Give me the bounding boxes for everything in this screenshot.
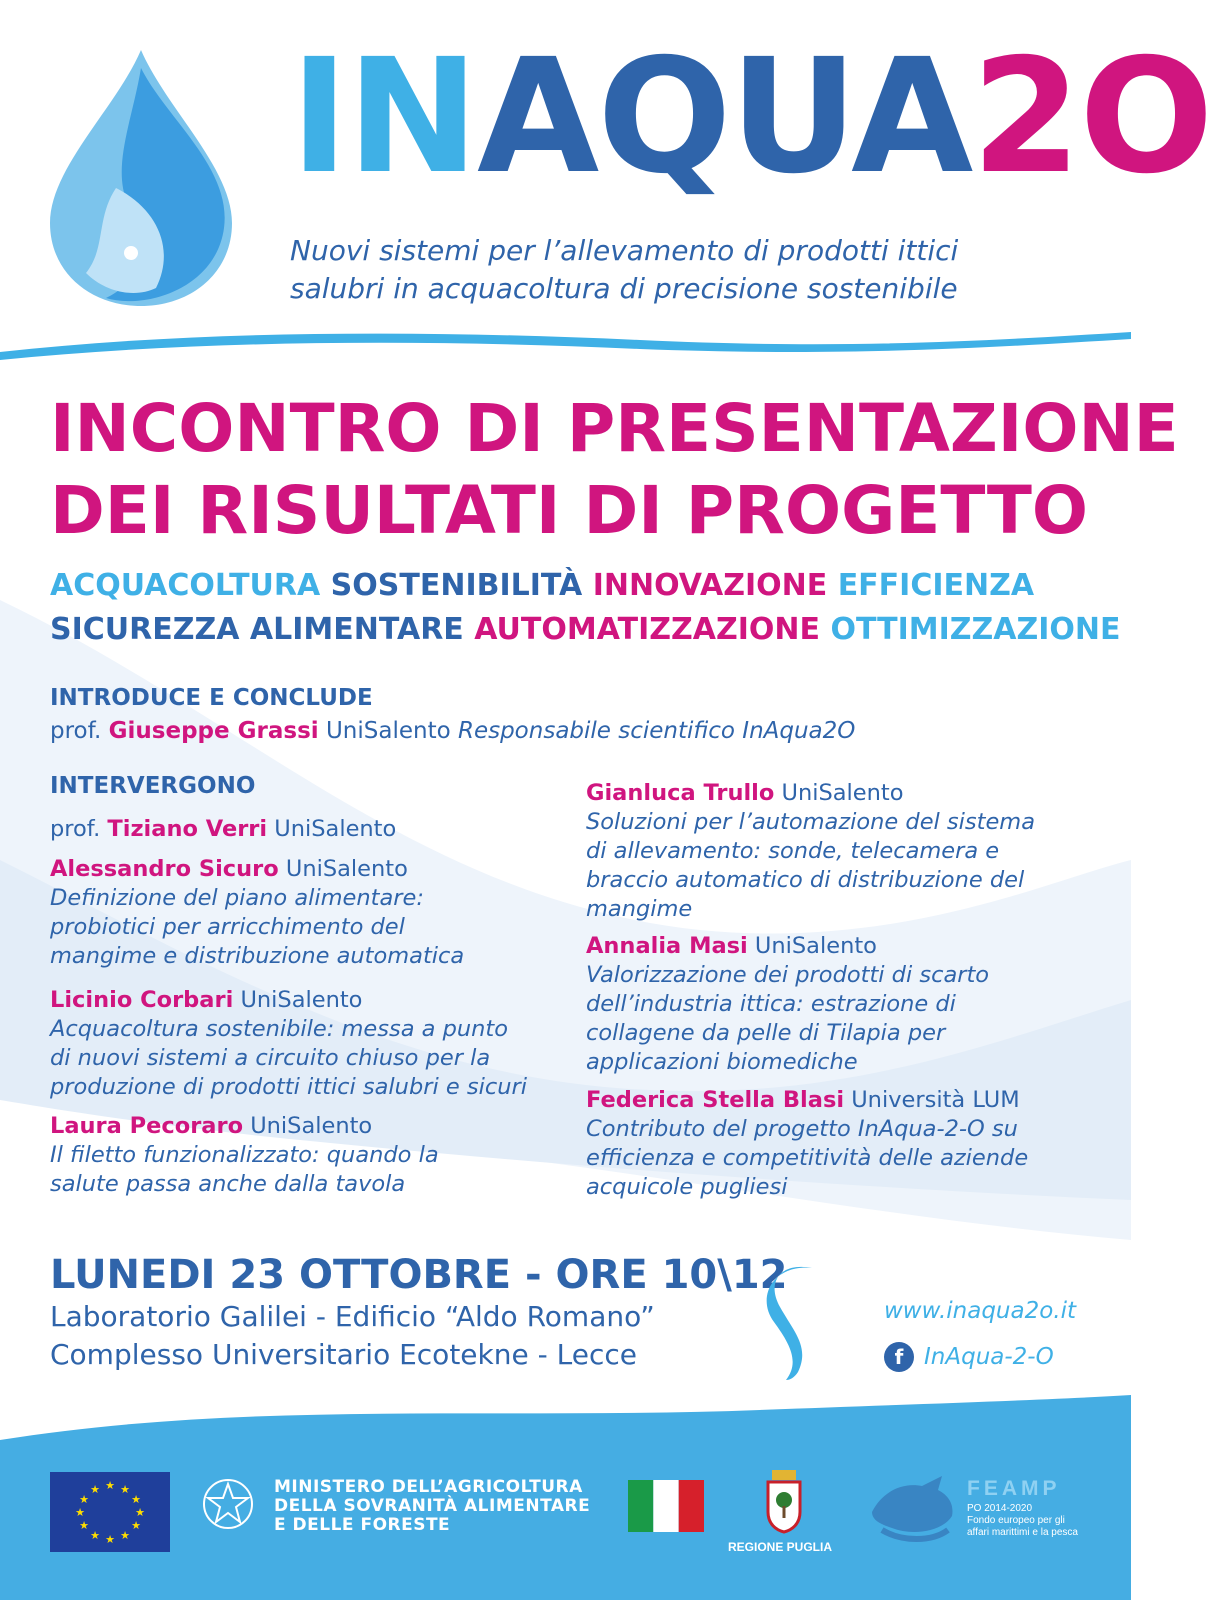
republic-emblem-icon	[200, 1476, 256, 1536]
venue-line: Laboratorio Galilei - Edificio “Aldo Romano”	[50, 1300, 655, 1333]
talk-line: Valorizzazione dei prodotti di scarto	[586, 962, 990, 988]
website-link[interactable]: www.inaqua2o.it	[884, 1298, 1077, 1324]
keyword: EFFICIENZA	[837, 568, 1035, 603]
svg-text:★: ★	[75, 1506, 85, 1519]
water-drop-fish-icon	[46, 48, 236, 310]
italy-flag-icon	[628, 1480, 704, 1532]
speaker-entry	[586, 779, 1035, 924]
speaker-affiliation: UniSalento	[274, 816, 397, 842]
speaker-entry	[50, 815, 396, 844]
keyword: SICUREZZA ALIMENTARE	[50, 612, 464, 647]
event-title	[50, 388, 1179, 552]
speaker-name: Licinio Corbari	[50, 987, 234, 1013]
speaker-entry	[50, 986, 527, 1102]
keyword-list	[50, 564, 1121, 652]
svg-text:★: ★	[120, 1483, 130, 1496]
talk-line: applicazioni biomediche	[586, 1049, 858, 1075]
feamp-hand-fish-icon	[862, 1472, 958, 1552]
talk-line: salute passa anche dalla tavola	[50, 1171, 406, 1197]
speaker-affiliation: Università LUM	[851, 1087, 1020, 1113]
event-venue	[50, 1298, 655, 1374]
svg-text:★: ★	[90, 1483, 100, 1496]
talk-line: di nuovi sistemi a circuito chiuso per la	[50, 1045, 491, 1071]
svg-text:★: ★	[105, 1533, 115, 1546]
ministry-line: DELLA SOVRANITÀ ALIMENTARE	[274, 1496, 591, 1516]
talk-line: acquicole pugliesi	[586, 1174, 788, 1200]
puglia-coat-of-arms-icon	[764, 1468, 804, 1534]
talk-line: mangime e distribuzione automatica	[50, 943, 465, 969]
feamp-title: FEAMP	[967, 1477, 1061, 1500]
event-date: LUNEDI 23 OTTOBRE - ORE 10\12	[50, 1252, 788, 1298]
talk-line: Definizione del piano alimentare:	[50, 885, 424, 911]
region-name: REGIONE PUGLIA	[728, 1540, 833, 1554]
svg-text:★: ★	[79, 1493, 89, 1506]
speaker-affiliation: UniSalento	[250, 1113, 373, 1139]
talk-line: collagene da pelle di Tilapia per	[586, 1020, 946, 1046]
talk-line: Contributo del progetto InAqua-2-O su	[586, 1116, 1018, 1142]
ministry-name	[274, 1478, 590, 1535]
title-line: DEI RISULTATI DI PROGETTO	[50, 472, 1088, 549]
intro-heading: INTRODUCE E CONCLUDE	[50, 685, 373, 711]
talk-line: di allevamento: sonde, telecamera e	[586, 838, 1000, 864]
venue-line: Complesso Universitario Ecotekne - Lecce	[50, 1338, 637, 1371]
keyword: SOSTENIBILITÀ	[330, 568, 583, 603]
feamp-description	[967, 1503, 1078, 1539]
speaker-role: Responsabile scientifico InAqua2O	[457, 718, 856, 744]
speaker-entry	[50, 855, 464, 971]
speaker-name: Annalia Masi	[586, 933, 748, 959]
speaker-affiliation: UniSalento	[325, 718, 451, 744]
svg-text:★: ★	[120, 1529, 130, 1542]
svg-text:★: ★	[105, 1479, 115, 1492]
speaker-entry	[50, 1112, 439, 1199]
speaker-entry	[586, 1086, 1028, 1202]
facebook-handle: InAqua-2-O	[924, 1344, 1054, 1370]
talk-line: mangime	[586, 896, 693, 922]
talk-line: produzione di prodotti ittici salubri e sicuri	[50, 1074, 527, 1100]
speaker-name: Tiziano Verri	[107, 816, 268, 842]
speaker-prefix: prof.	[50, 816, 101, 842]
speaker-name: Giuseppe Grassi	[108, 718, 319, 744]
brand-part-in: IN	[290, 25, 478, 209]
svg-text:★: ★	[131, 1519, 141, 1532]
brand-logo	[290, 25, 1212, 209]
talk-line: dell’industria ittica: estrazione di	[586, 991, 956, 1017]
brand-part-2o: 2O	[971, 25, 1212, 209]
feamp-line: Fondo europeo per gli	[967, 1515, 1065, 1526]
speaker-affiliation: UniSalento	[754, 933, 877, 959]
speaker-entry	[586, 932, 989, 1077]
talk-line: braccio automatico di distribuzione del	[586, 867, 1025, 893]
keyword: OTTIMIZZAZIONE	[830, 612, 1121, 647]
feamp-line: PO 2014-2020	[967, 1503, 1033, 1514]
facebook-link[interactable]	[884, 1342, 1054, 1372]
ministry-line: MINISTERO DELL’AGRICOLTURA	[274, 1477, 583, 1497]
talk-line: efficienza e competitività delle aziende	[586, 1145, 1029, 1171]
swirl-decoration-icon	[760, 1262, 820, 1382]
speaker-affiliation: UniSalento	[285, 856, 408, 882]
project-subtitle	[290, 232, 958, 308]
facebook-icon: f	[884, 1342, 914, 1372]
keyword: AUTOMATIZZAZIONE	[474, 612, 820, 647]
svg-text:★: ★	[135, 1506, 145, 1519]
ministry-line: E DELLE FORESTE	[274, 1515, 451, 1535]
title-line: INCONTRO DI PRESENTAZIONE	[50, 390, 1179, 467]
svg-text:★: ★	[79, 1519, 89, 1532]
talk-line: Soluzioni per l’automazione del sistema	[586, 809, 1036, 835]
subtitle-line: Nuovi sistemi per l’allevamento di prodotti ittici	[290, 234, 959, 267]
talk-line: probiotici per arricchimento del	[50, 914, 405, 940]
speaker-name: Alessandro Sicuro	[50, 856, 279, 882]
keyword: INNOVAZIONE	[592, 568, 828, 603]
subtitle-line: salubri in acquacoltura di precisione sostenibile	[290, 272, 958, 305]
speaker-affiliation: UniSalento	[240, 987, 363, 1013]
svg-text:★: ★	[90, 1529, 100, 1542]
svg-text:★: ★	[131, 1493, 141, 1506]
speaker-prefix: prof.	[50, 718, 102, 744]
feamp-line: affari marittimi e la pesca	[967, 1527, 1078, 1538]
brand-part-aqua: AQUA	[477, 25, 972, 209]
speakers-heading: INTERVERGONO	[50, 773, 256, 799]
speaker-name: Federica Stella Blasi	[586, 1087, 845, 1113]
speaker-name: Laura Pecoraro	[50, 1113, 244, 1139]
intro-speaker	[50, 716, 855, 746]
speaker-affiliation: UniSalento	[781, 780, 904, 806]
speaker-name: Gianluca Trullo	[586, 780, 775, 806]
keyword: ACQUACOLTURA	[50, 568, 321, 603]
talk-line: Il filetto funzionalizzato: quando la	[50, 1142, 439, 1168]
eu-flag-icon	[50, 1472, 170, 1552]
talk-line: Acquacoltura sostenibile: messa a punto	[50, 1016, 508, 1042]
